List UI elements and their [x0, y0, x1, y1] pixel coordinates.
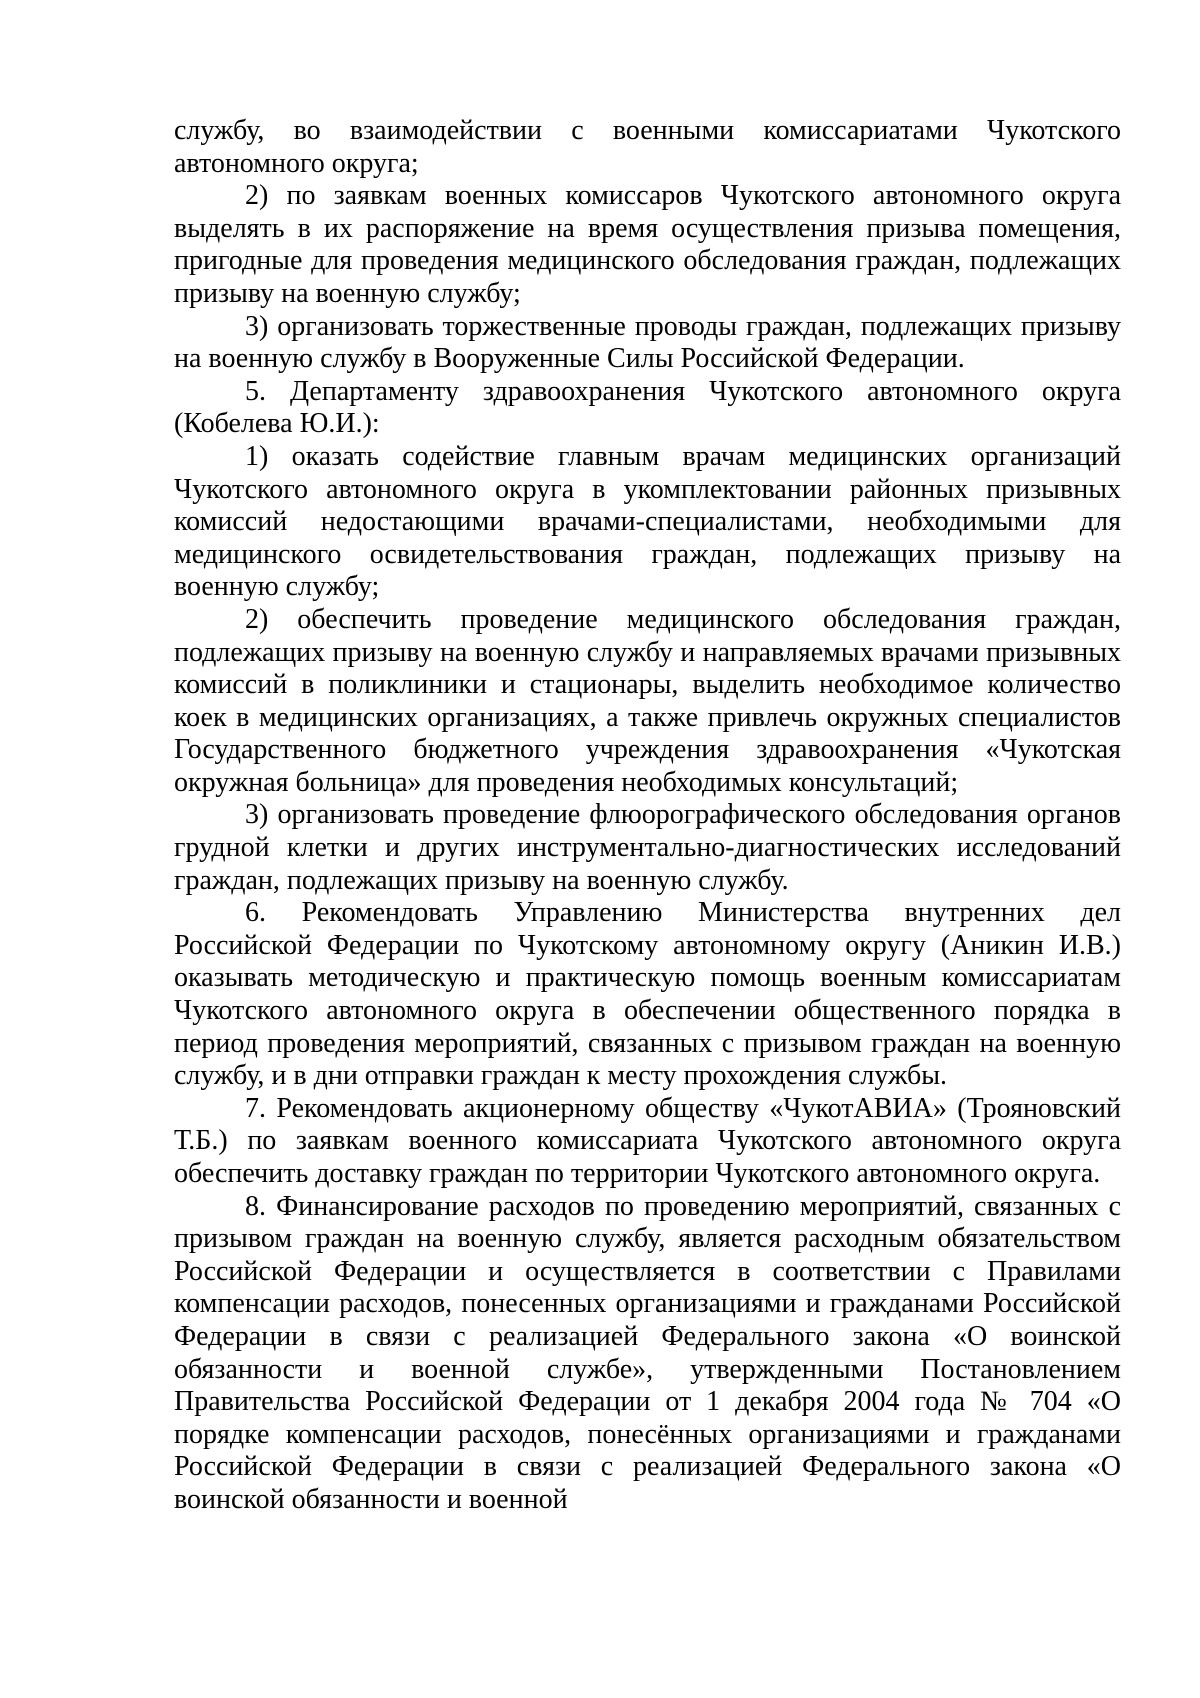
paragraph-item-2-premises: 2) по заявкам военных комиссаров Чукотского автономного округа выделять в их распоряжение на время осуществления призыва помещения, пригодные для проведения медицинского обследования граждан, подлежащих призыву на военную службу;	[174, 180, 1121, 309]
paragraph-item-3-send-off: 3) организовать торжественные проводы граждан, подлежащих призыву на военную службу в Вооруженные Силы Российской Федерации.	[174, 310, 1121, 375]
paragraph-section-5-health-department: 5. Департаменту здравоохранения Чукотского автономного округа (Кобелева Ю.И.):	[174, 375, 1121, 440]
paragraph-5-item-2-examination: 2) обеспечить проведение медицинского обследования граждан, подлежащих призыву на военную службу и направляемых врачами призывных комиссий в поликлиники и стационары, выделить необходимое количество коек в медицинских организациях, а также привлечь окружных специалистов Государственного бюджетного учреждения здравоохранения «Чукотская окружная больница» для проведения необходимых консультаций;	[174, 603, 1121, 798]
document-body	[174, 115, 1121, 1517]
paragraph-continuation: службу, во взаимодействии с военными комиссариатами Чукотского автономного округа;	[174, 115, 1121, 179]
paragraph-section-8-financing: 8. Финансирование расходов по проведению мероприятий, связанных с призывом граждан на военную службу, является расходным обязательством Российской Федерации и осуществляется в соответствии с Правилами компенсации расходов, понесенных организациями и гражданами Российской Федерации в связи с реализацией Федерального закона «О воинской обязанности и военной службе», утвержденными Постановлением Правительства Российской Федерации от 1 декабря 2004 года № 704 «О порядке компенсации расходов, понесённых организациями и гражданами Российской Федерации в связи с реализацией Федерального закона «О воинской обязанности и военной	[174, 1190, 1121, 1515]
paragraph-5-item-3-fluorography: 3) организовать проведение флюорографического обследования органов грудной клетки и других инструментально-диагностических исследований граждан, подлежащих призыву на военную службу.	[174, 799, 1121, 896]
paragraph-section-6-internal-affairs: 6. Рекомендовать Управлению Министерства внутренних дел Российской Федерации по Чукотскому автономному округу (Аникин И.В.) оказывать методическую и практическую помощь военным комиссариатам Чукотского автономного округа в обеспечении общественного порядка в период проведения мероприятий, связанных с призывом граждан на военную службу, и в дни отправки граждан к месту прохождения службы.	[174, 897, 1121, 1092]
paragraph-section-7-chukotavia: 7. Рекомендовать акционерному обществу «ЧукотАВИА» (Трояновский Т.Б.) по заявкам военного комиссариата Чукотского автономного округа обеспечить доставку граждан по территории Чукотского автономного округа.	[174, 1092, 1121, 1189]
paragraph-5-item-1-specialists: 1) оказать содействие главным врачам медицинских организаций Чукотского автономного округа в укомплектовании районных призывных комиссий недостающими врачами-специалистами, необходимыми для медицинского освидетельствования граждан, подлежащих призыву на военную службу;	[174, 440, 1121, 603]
